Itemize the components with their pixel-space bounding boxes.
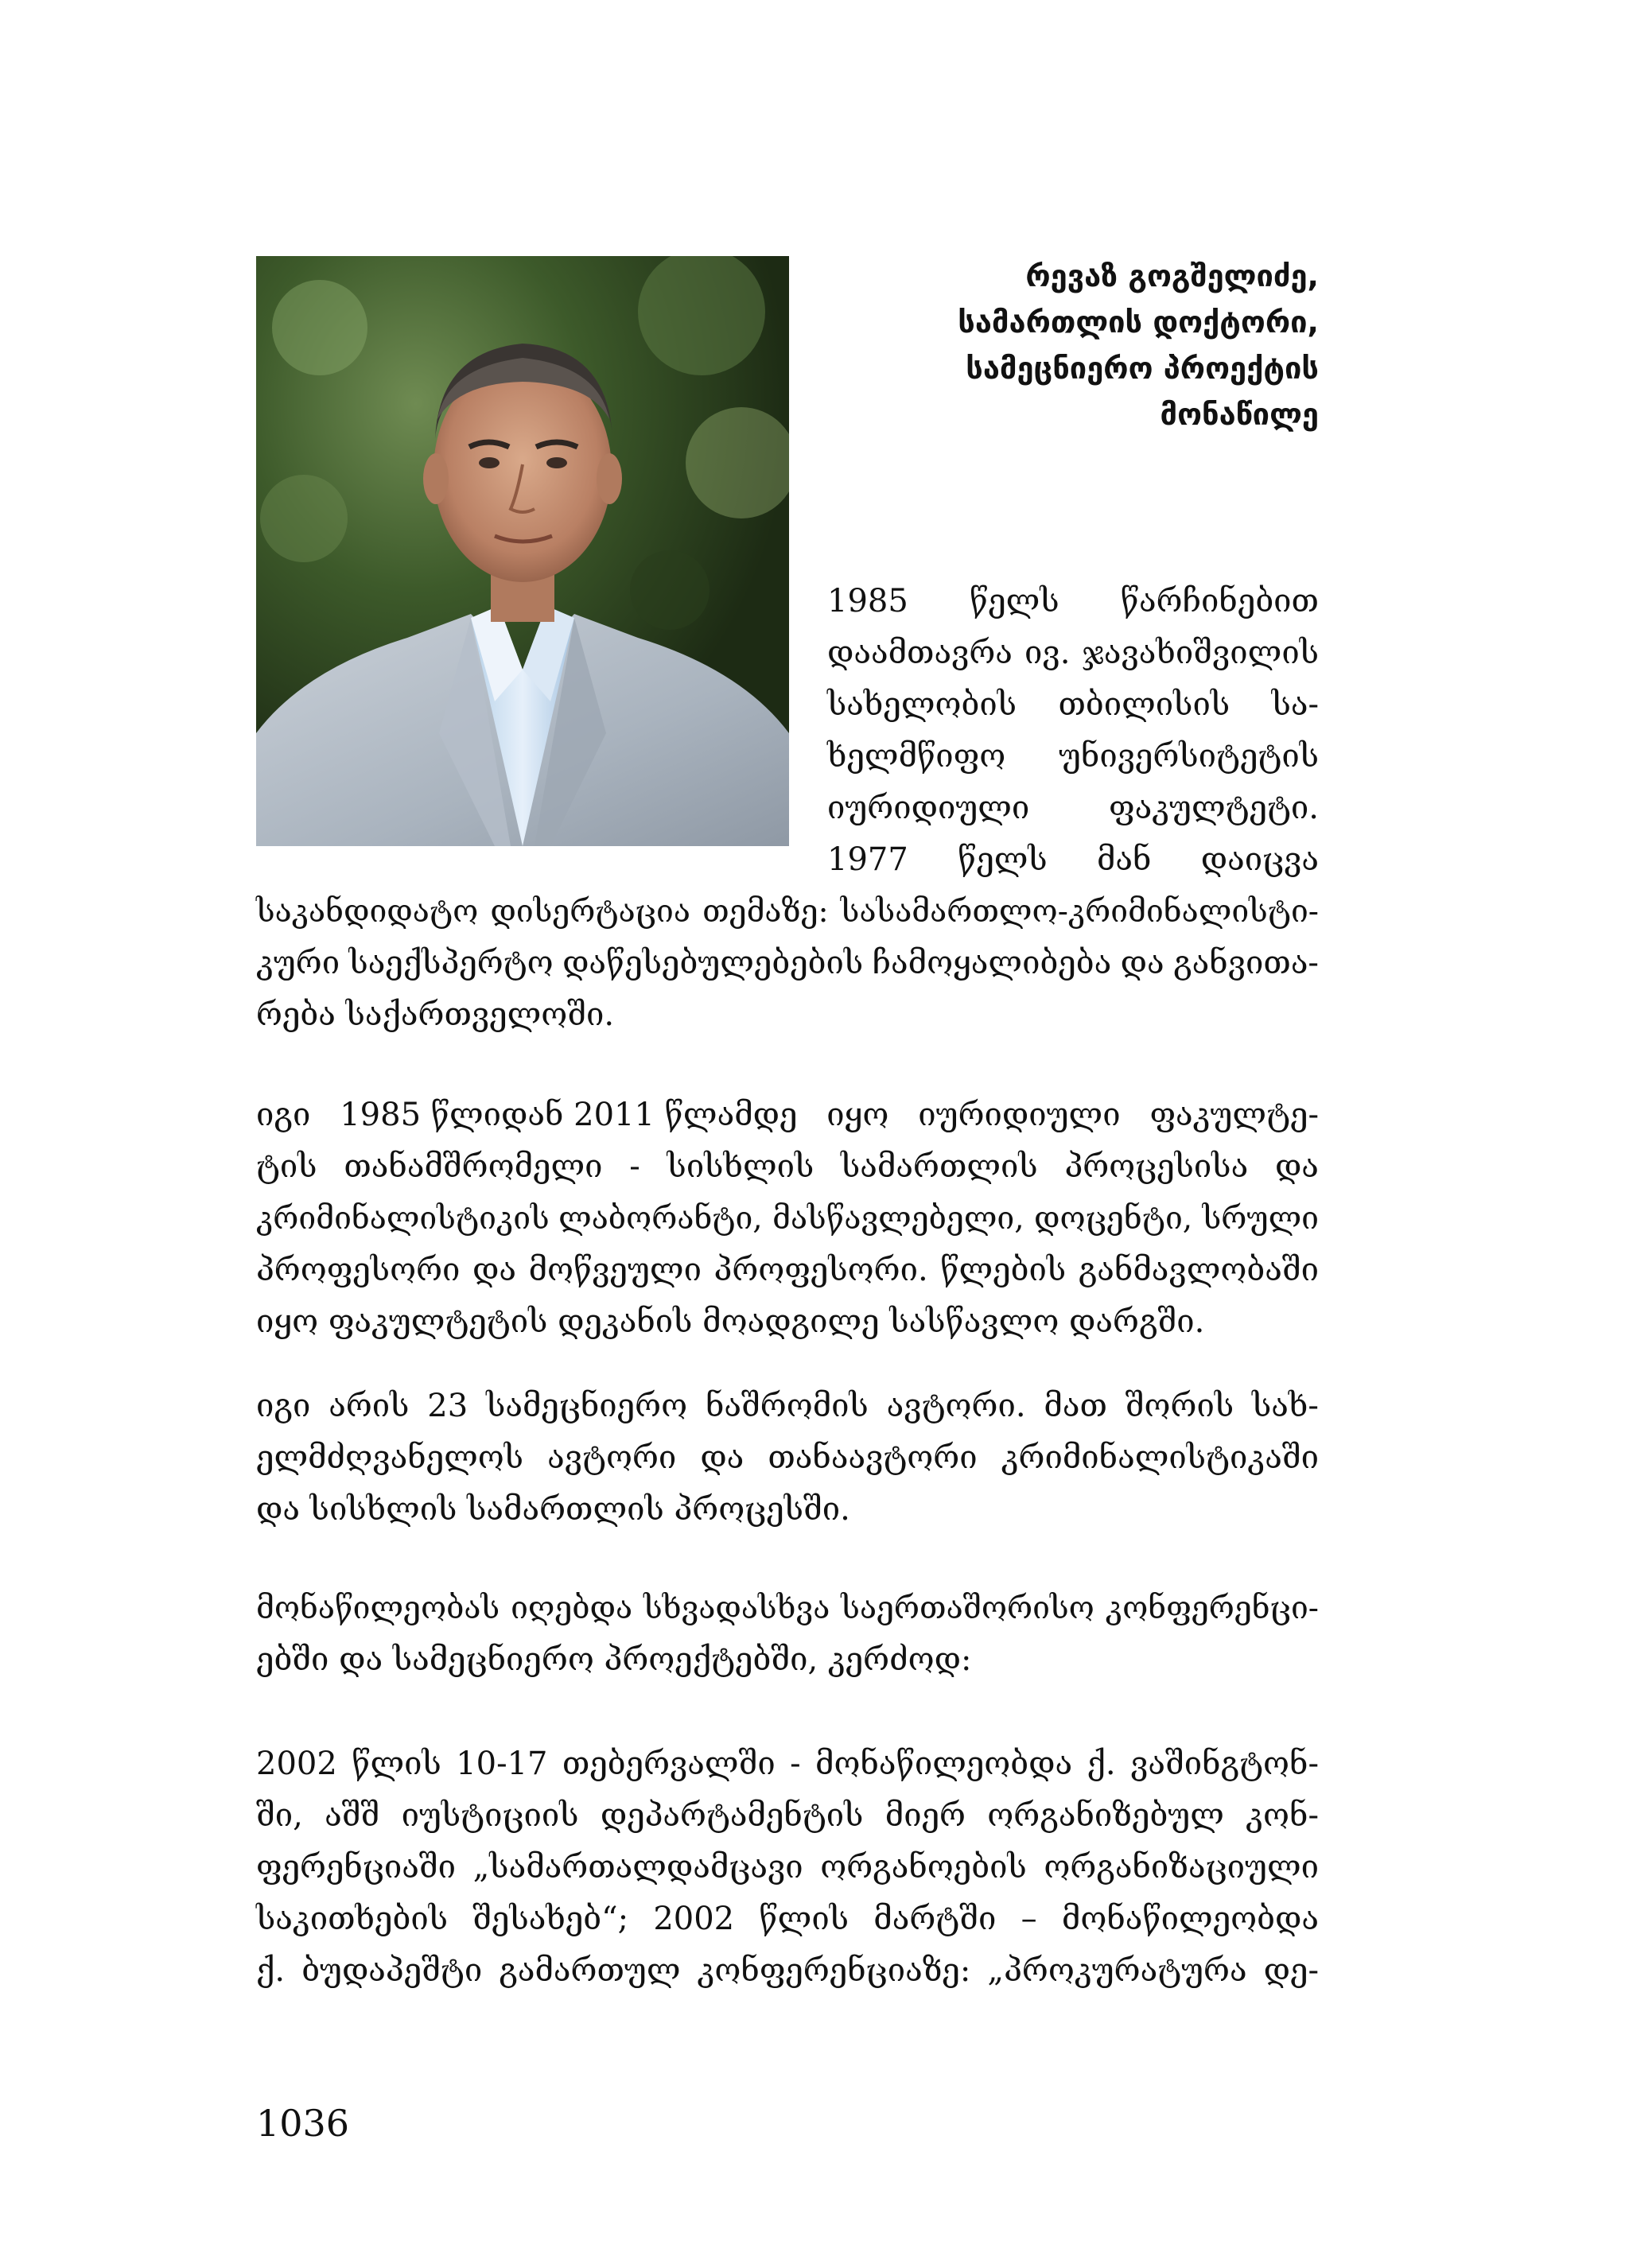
word: 23	[427, 1388, 468, 1424]
author-role-line2: მონაწილე	[1160, 397, 1319, 432]
author-name: რევაზ გოგშელიძე,	[1025, 258, 1319, 293]
word: ელმძღვანელოს	[256, 1439, 524, 1476]
text-line	[827, 627, 1319, 679]
author-degree: სამართლის დოქტორი,	[958, 305, 1319, 340]
word: ჩამოყალიბება	[872, 945, 1112, 981]
word: თემაზე:	[702, 894, 829, 930]
text-line-last: რება საქართველოში.	[256, 996, 615, 1033]
word: სა-	[1271, 686, 1319, 723]
word: ქ.	[256, 1952, 286, 1989]
word: მან	[1096, 841, 1152, 878]
word: წლის	[759, 1901, 849, 1937]
word: ვაშინგტონ-	[1130, 1746, 1319, 1782]
word: და	[700, 1439, 745, 1476]
text-line	[827, 834, 1319, 886]
word: საექსპერტო	[348, 945, 554, 981]
text-line	[256, 1945, 1319, 1997]
portrait-image	[256, 256, 789, 846]
word: წელს	[969, 583, 1059, 619]
word: და	[1120, 945, 1164, 981]
word: დეპარტამენტის	[600, 1797, 864, 1834]
word: დაწესებულებების	[562, 945, 864, 981]
word: დაამთავრა	[827, 635, 1013, 671]
text-line	[256, 1245, 1319, 1296]
word: წლის	[352, 1746, 441, 1782]
text-line	[256, 1193, 1319, 1245]
word: და	[472, 1252, 516, 1288]
word: კონფერენციაზე:	[697, 1952, 971, 1989]
word: ავტორი	[547, 1439, 677, 1476]
word: „სამართალდამცავი	[472, 1849, 803, 1885]
paragraph-dissertation	[256, 886, 1319, 1041]
word: მონაწილეობას	[256, 1590, 500, 1626]
word: -	[629, 1148, 640, 1185]
word: ორგანოების	[820, 1849, 1027, 1885]
text-line	[256, 1089, 1319, 1141]
word: „პროკურატურა	[987, 1952, 1247, 1989]
text-line-last: იყო ფაკულტეტის დეკანის მოადგილე სასწავლო დარგში.	[256, 1303, 1205, 1340]
text-line	[256, 1583, 1319, 1634]
word: მათ	[1044, 1388, 1107, 1424]
word: სახელობის	[827, 686, 1017, 723]
text-line	[256, 938, 1319, 989]
word: ფაკულტეტი.	[1108, 790, 1319, 826]
text-line	[256, 1381, 1319, 1432]
word: მარტში	[873, 1901, 997, 1937]
word: 2002	[653, 1901, 735, 1937]
word: ჯავახიშვილის	[1082, 635, 1319, 671]
word: პროცესისა	[1064, 1148, 1249, 1185]
word: მონაწილეობდა	[815, 1746, 1073, 1782]
word: დისერტაცია	[490, 894, 690, 930]
word: საკითხების	[256, 1901, 448, 1937]
word: არის	[329, 1388, 410, 1424]
word: პროფესორი	[256, 1252, 461, 1288]
word: და	[1274, 1148, 1319, 1185]
paragraph-career	[256, 1089, 1319, 1348]
word: მონაწილეობდა	[1061, 1901, 1319, 1937]
word: –	[1021, 1901, 1037, 1937]
word: კური	[256, 945, 340, 981]
word: ნაშრომის	[705, 1388, 869, 1424]
word: ფაკულტე-	[1149, 1097, 1319, 1133]
word: 2002	[256, 1746, 337, 1782]
word: თანაავტორი	[768, 1439, 978, 1476]
word: თანამშრომელი	[344, 1148, 603, 1185]
word: 1985	[827, 583, 908, 619]
word: ივ.	[1024, 635, 1071, 671]
word: 1977	[827, 841, 908, 878]
word: კრიმინალისტიკის	[256, 1201, 550, 1237]
author-role-line1: სამეცნიერო პროექტის	[966, 351, 1319, 386]
paragraph-publications	[256, 1381, 1319, 1536]
text-line	[256, 1141, 1319, 1193]
paragraph-conferences-intro	[256, 1583, 1319, 1686]
word: -	[790, 1746, 801, 1782]
word: სამართლის	[841, 1148, 1038, 1185]
text-line	[256, 1432, 1319, 1484]
word: იურიდიული	[827, 790, 1030, 826]
text-line	[827, 783, 1319, 834]
word: გამართულ	[499, 1952, 681, 1989]
word: აშშ	[325, 1797, 380, 1834]
word: ში,	[256, 1797, 303, 1834]
word: იურიდიული	[918, 1097, 1121, 1133]
word: ქ.	[1087, 1746, 1116, 1782]
text-line	[827, 679, 1319, 731]
word: წარჩინებით	[1120, 583, 1319, 619]
word: თბილისის	[1058, 686, 1230, 723]
text-line-last: ებში და სამეცნიერო პროექტებში, კერძოდ:	[256, 1641, 972, 1678]
word: სამეცნიერო	[486, 1388, 688, 1424]
word: ტის	[256, 1148, 317, 1185]
word: მოწვეული	[528, 1252, 702, 1288]
word: დე-	[1263, 1952, 1319, 1989]
author-heading	[827, 253, 1319, 437]
word: კრიმინალისტიკაში	[1001, 1439, 1319, 1476]
word: ორგანიზაციული	[1044, 1849, 1319, 1885]
word: სხვადასხვა	[643, 1590, 830, 1626]
word: ფერენციაში	[256, 1849, 457, 1885]
word: სახ-	[1252, 1388, 1319, 1424]
word: კონ-	[1246, 1797, 1319, 1834]
portrait-photo	[256, 256, 789, 846]
word: იგი	[256, 1097, 311, 1133]
word: სისხლის	[667, 1148, 814, 1185]
text-line	[256, 1893, 1319, 1945]
word: დაიცვა	[1200, 841, 1319, 878]
word: 1985 წლიდან 2011 წლამდე	[340, 1097, 798, 1133]
word: ლაბორანტი, მასწავლებელი, დოცენტი, სრული	[558, 1201, 1319, 1237]
word: წელს	[958, 841, 1048, 878]
word: ორგანიზებულ	[987, 1797, 1224, 1834]
word: უნივერსიტეტის	[1058, 738, 1319, 775]
word: პროფესორი.	[713, 1252, 928, 1288]
word: საკანდიდატო	[256, 894, 479, 930]
page-number: 1036	[256, 2102, 350, 2145]
word: 10-17	[456, 1746, 548, 1782]
word: ხელმწიფო	[827, 738, 1006, 775]
word: კონფერენცი-	[1105, 1590, 1319, 1626]
text-line	[256, 1842, 1319, 1893]
word: შორის	[1125, 1388, 1234, 1424]
text-line-last: და სისხლის სამართლის პროცესში.	[256, 1491, 850, 1528]
paragraph-conferences-list	[256, 1738, 1319, 1997]
word: იგი	[256, 1388, 311, 1424]
word: იყო	[826, 1097, 889, 1133]
text-line	[256, 1738, 1319, 1790]
word: წლების	[940, 1252, 1067, 1288]
text-line	[256, 1790, 1319, 1842]
word: განვითა-	[1173, 945, 1319, 981]
word: იღებდა	[511, 1590, 633, 1626]
word: თებერვალში	[562, 1746, 776, 1782]
text-line	[827, 576, 1319, 627]
word: სასამართლო-კრიმინალისტი-	[840, 894, 1319, 930]
word: საერთაშორისო	[841, 1590, 1094, 1626]
word: ავტორი.	[886, 1388, 1026, 1424]
word: იუსტიციის	[401, 1797, 579, 1834]
word: მიერ	[884, 1797, 966, 1834]
word: ბუდაპეშტი	[301, 1952, 483, 1989]
bio-side-column	[827, 576, 1319, 886]
word: შესახებ“;	[472, 1901, 629, 1937]
text-line	[827, 731, 1319, 783]
word: განმავლობაში	[1078, 1252, 1319, 1288]
text-line	[256, 886, 1319, 938]
